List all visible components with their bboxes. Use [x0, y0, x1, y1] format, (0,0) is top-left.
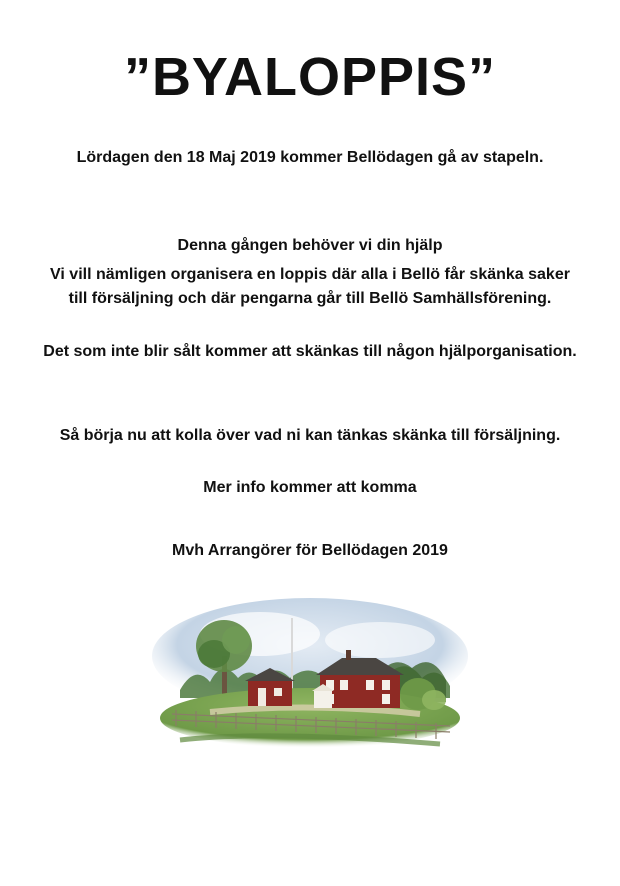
paragraph-signature: Mvh Arrangörer för Bellödagen 2019: [172, 542, 448, 559]
farmhouse-illustration: [150, 594, 470, 754]
paragraph-check: Så börja nu att kolla över vad ni kan tänkas skänka till försäljning.: [59, 427, 561, 444]
poster-title: ”BYALOPPIS”: [123, 47, 497, 107]
paragraph-date: Lördagen den 18 Maj 2019 kommer Bellödagen gå av stapeln.: [76, 149, 544, 166]
paragraph-help: Denna gången behöver vi din hjälp: [177, 237, 443, 254]
paragraph-organize: Vi vill nämligen organisera en loppis där alla i Bellö får skänka saker till försäljning och där pengarna går till Bellö Samhällsförening.: [50, 266, 570, 307]
farmhouse-watercolor-icon: [150, 594, 470, 754]
paragraph-more-info: Mer info kommer att komma: [203, 479, 417, 496]
paragraph-unsold: Det som inte blir sålt kommer att skänkas till någon hjälporganisation.: [43, 343, 577, 360]
